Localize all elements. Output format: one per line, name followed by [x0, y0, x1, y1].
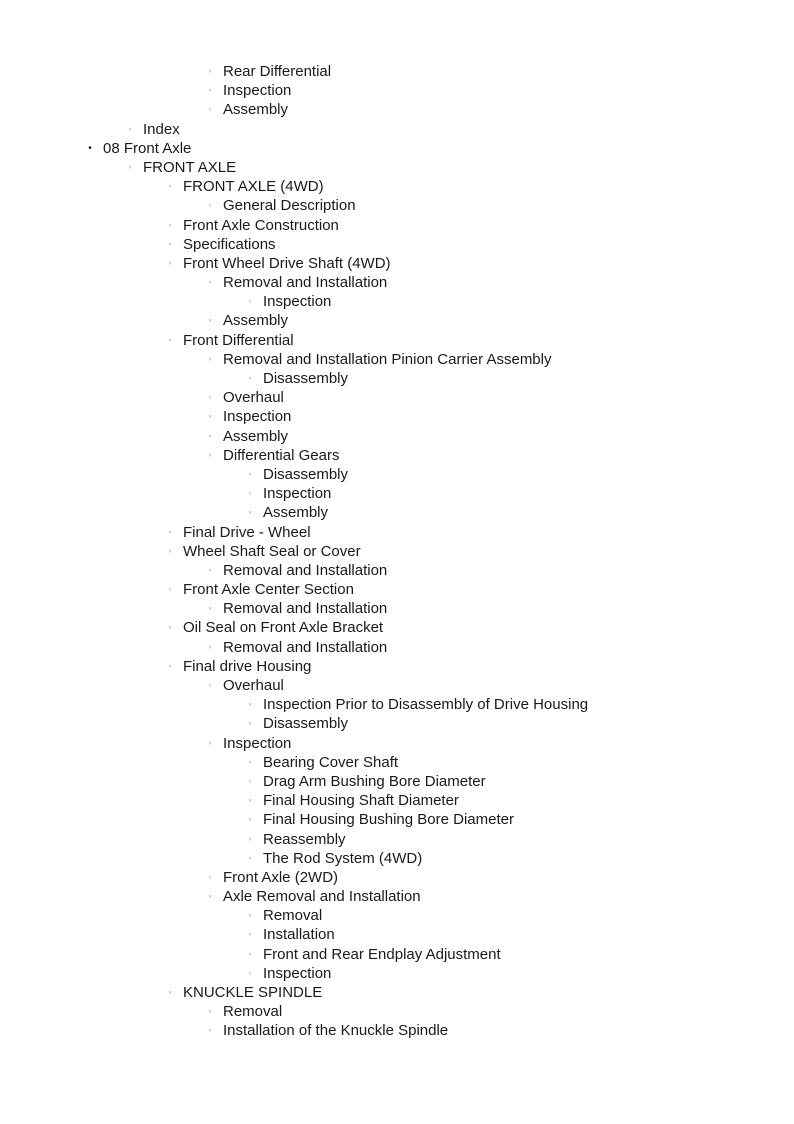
toc-item[interactable] — [0, 638, 794, 657]
toc-item[interactable] — [0, 657, 794, 676]
toc-item-label: Inspection — [263, 485, 332, 503]
hollow-bullet-icon: ◦ — [128, 123, 132, 134]
hollow-bullet-icon: ◦ — [208, 1025, 212, 1036]
toc-item[interactable] — [0, 618, 794, 637]
toc-item-label: KNUCKLE SPINDLE — [183, 984, 323, 1001]
toc-item-label: Inspection — [223, 734, 292, 752]
toc-item[interactable] — [0, 503, 794, 522]
toc-item[interactable] — [0, 350, 794, 369]
hollow-bullet-icon: ◦ — [248, 373, 252, 383]
toc-item-label: Inspection — [223, 408, 292, 426]
hollow-bullet-icon: ◦ — [248, 718, 252, 729]
hollow-bullet-icon: ◦ — [208, 277, 212, 288]
toc-item[interactable] — [0, 734, 794, 753]
toc-item-label: Installation — [263, 926, 335, 944]
toc-item[interactable] — [0, 292, 794, 311]
toc-item[interactable] — [0, 925, 794, 944]
toc-item-label: Disassembly — [263, 370, 349, 387]
toc-item[interactable] — [0, 791, 794, 810]
hollow-bullet-icon: ◦ — [168, 987, 172, 997]
toc-item[interactable] — [0, 849, 794, 868]
toc-item[interactable] — [0, 369, 794, 388]
toc-item-label: Removal and Installation — [223, 600, 388, 618]
hollow-bullet-icon: ◦ — [208, 603, 212, 614]
filled-bullet-icon: • — [88, 142, 92, 154]
toc-item-label: The Rod System (4WD) — [263, 849, 423, 867]
hollow-bullet-icon: ◦ — [208, 871, 212, 882]
hollow-bullet-icon: ◦ — [248, 833, 252, 844]
toc-item-label: Index — [143, 120, 180, 138]
toc-item[interactable] — [0, 331, 794, 350]
toc-item[interactable] — [0, 561, 794, 580]
toc-item-label: Disassembly — [263, 465, 349, 483]
toc-item-label: Assembly — [223, 101, 289, 119]
toc-item-label: Reassembly — [263, 830, 346, 848]
toc-item[interactable] — [0, 695, 794, 714]
hollow-bullet-icon: ◦ — [248, 795, 252, 806]
toc-item[interactable] — [0, 906, 794, 925]
hollow-bullet-icon: ◦ — [208, 680, 212, 690]
toc-item-label: Rear Differential — [223, 63, 332, 80]
toc-item-label: Removal and Installation Pinion Carrier Assembly — [223, 350, 552, 368]
toc-item-label: Drag Arm Bushing Bore Diameter — [263, 772, 486, 790]
hollow-bullet-icon: ◦ — [248, 507, 252, 518]
toc-item[interactable] — [0, 599, 794, 618]
toc-item-label: Front and Rear Endplay Adjustment — [263, 945, 501, 963]
toc-item-label: Assembly — [263, 504, 329, 522]
toc-item-label: Front Axle (2WD) — [223, 868, 339, 886]
toc-item[interactable] — [0, 887, 794, 906]
toc-item[interactable] — [0, 945, 794, 964]
toc-item[interactable] — [0, 273, 794, 292]
toc-item[interactable] — [0, 254, 794, 273]
toc-item-label: Removal and Installation — [223, 274, 388, 292]
toc-item[interactable] — [0, 216, 794, 235]
toc-item[interactable] — [0, 830, 794, 849]
hollow-bullet-icon: ◦ — [208, 891, 212, 902]
toc-item[interactable] — [0, 983, 794, 1002]
toc-item[interactable] — [0, 523, 794, 542]
toc-item-label: Bearing Cover Shaft — [263, 753, 399, 771]
hollow-bullet-icon: ◦ — [248, 775, 252, 786]
toc-item-label: Removal and Installation — [223, 638, 388, 656]
toc-item-label: Front Wheel Drive Shaft (4WD) — [183, 254, 391, 272]
hollow-bullet-icon: ◦ — [208, 641, 212, 652]
toc-item[interactable] — [0, 542, 794, 561]
toc-item-label: Inspection Prior to Disassembly of Drive Housing — [263, 696, 589, 714]
toc-item[interactable] — [0, 196, 794, 215]
hollow-bullet-icon: ◦ — [248, 814, 252, 825]
toc-item[interactable] — [0, 427, 794, 446]
table-of-contents — [0, 62, 794, 1041]
toc-item[interactable] — [0, 235, 794, 254]
hollow-bullet-icon: ◦ — [168, 257, 172, 268]
hollow-bullet-icon: ◦ — [248, 852, 252, 863]
toc-item-label: Inspection — [223, 82, 292, 100]
toc-item[interactable] — [0, 810, 794, 829]
hollow-bullet-icon: ◦ — [168, 334, 172, 345]
toc-item[interactable] — [0, 772, 794, 791]
hollow-bullet-icon: ◦ — [248, 756, 252, 767]
toc-item[interactable] — [0, 407, 794, 426]
toc-item[interactable] — [0, 868, 794, 887]
hollow-bullet-icon: ◦ — [168, 181, 172, 192]
toc-item-label: Specifications — [183, 235, 276, 253]
toc-item-label: Differential Gears — [223, 446, 340, 464]
toc-item-label: Assembly — [223, 312, 289, 330]
toc-item[interactable] — [0, 139, 794, 158]
toc-item-label: Final Drive - Wheel — [183, 523, 311, 541]
hollow-bullet-icon: ◦ — [248, 699, 252, 710]
toc-item[interactable] — [0, 1002, 794, 1021]
hollow-bullet-icon: ◦ — [208, 449, 212, 460]
toc-item[interactable] — [0, 81, 794, 100]
hollow-bullet-icon: ◦ — [208, 353, 212, 364]
toc-item[interactable] — [0, 120, 794, 139]
hollow-bullet-icon: ◦ — [208, 430, 212, 441]
hollow-bullet-icon: ◦ — [208, 392, 212, 403]
hollow-bullet-icon: ◦ — [168, 219, 172, 230]
toc-item[interactable] — [0, 484, 794, 503]
toc-item-label: Oil Seal on Front Axle Bracket — [183, 619, 384, 637]
hollow-bullet-icon: ◦ — [208, 200, 212, 211]
hollow-bullet-icon: ◦ — [208, 85, 212, 96]
toc-item[interactable] — [0, 100, 794, 119]
toc-item-label: Disassembly — [263, 715, 349, 733]
toc-item[interactable] — [0, 714, 794, 733]
toc-item-label: FRONT AXLE (4WD) — [183, 178, 324, 196]
toc-item[interactable] — [0, 446, 794, 465]
toc-item-label: 08 Front Axle — [103, 139, 192, 157]
toc-item-label: Axle Removal and Installation — [223, 888, 421, 906]
toc-item[interactable] — [0, 388, 794, 407]
toc-item[interactable] — [0, 158, 794, 177]
hollow-bullet-icon: ◦ — [168, 622, 172, 633]
toc-item-label: FRONT AXLE — [143, 158, 237, 176]
hollow-bullet-icon: ◦ — [248, 296, 252, 307]
toc-item[interactable] — [0, 465, 794, 484]
toc-item-label: Front Differential — [183, 331, 294, 349]
toc-item-label: Wheel Shaft Seal or Cover — [183, 542, 361, 560]
toc-item-label: Final drive Housing — [183, 657, 312, 675]
hollow-bullet-icon: ◦ — [168, 238, 172, 249]
hollow-bullet-icon: ◦ — [208, 104, 212, 115]
toc-item[interactable] — [0, 62, 794, 81]
hollow-bullet-icon: ◦ — [248, 948, 252, 959]
hollow-bullet-icon: ◦ — [168, 545, 172, 556]
toc-item-label: Removal and Installation — [223, 561, 388, 579]
toc-item[interactable] — [0, 676, 794, 695]
hollow-bullet-icon: ◦ — [168, 526, 172, 537]
toc-item-label: Inspection — [263, 964, 332, 982]
toc-item[interactable] — [0, 964, 794, 983]
hollow-bullet-icon: ◦ — [248, 929, 252, 940]
hollow-bullet-icon: ◦ — [208, 411, 212, 422]
toc-item-label: Removal — [223, 1003, 283, 1021]
toc-item-label: Final Housing Bushing Bore Diameter — [263, 811, 514, 829]
hollow-bullet-icon: ◦ — [208, 315, 212, 326]
hollow-bullet-icon: ◦ — [248, 488, 252, 499]
toc-item-label: Overhaul — [223, 677, 284, 694]
toc-item-label: Overhaul — [223, 389, 284, 407]
hollow-bullet-icon: ◦ — [168, 660, 172, 671]
toc-item-label: Final Housing Shaft Diameter — [263, 792, 459, 810]
hollow-bullet-icon: ◦ — [208, 564, 212, 575]
toc-item-label: Inspection — [263, 293, 332, 311]
toc-item[interactable] — [0, 1021, 794, 1040]
toc-item-label: Front Axle Construction — [183, 216, 339, 234]
toc-item-label: Assembly — [223, 427, 289, 445]
hollow-bullet-icon: ◦ — [248, 468, 252, 479]
toc-item[interactable] — [0, 177, 794, 196]
hollow-bullet-icon: ◦ — [168, 584, 172, 595]
toc-item[interactable] — [0, 753, 794, 772]
hollow-bullet-icon: ◦ — [208, 737, 212, 748]
toc-item-label: Installation of the Knuckle Spindle — [223, 1022, 449, 1040]
toc-item-label: Front Axle Center Section — [183, 581, 354, 599]
toc-item[interactable] — [0, 580, 794, 599]
hollow-bullet-icon: ◦ — [208, 1006, 212, 1017]
hollow-bullet-icon: ◦ — [248, 967, 252, 978]
hollow-bullet-icon: ◦ — [208, 66, 212, 76]
toc-item-label: General Description — [223, 197, 356, 215]
hollow-bullet-icon: ◦ — [248, 910, 252, 921]
hollow-bullet-icon: ◦ — [128, 161, 132, 172]
toc-item-label: Removal — [263, 907, 323, 925]
toc-item[interactable] — [0, 311, 794, 330]
